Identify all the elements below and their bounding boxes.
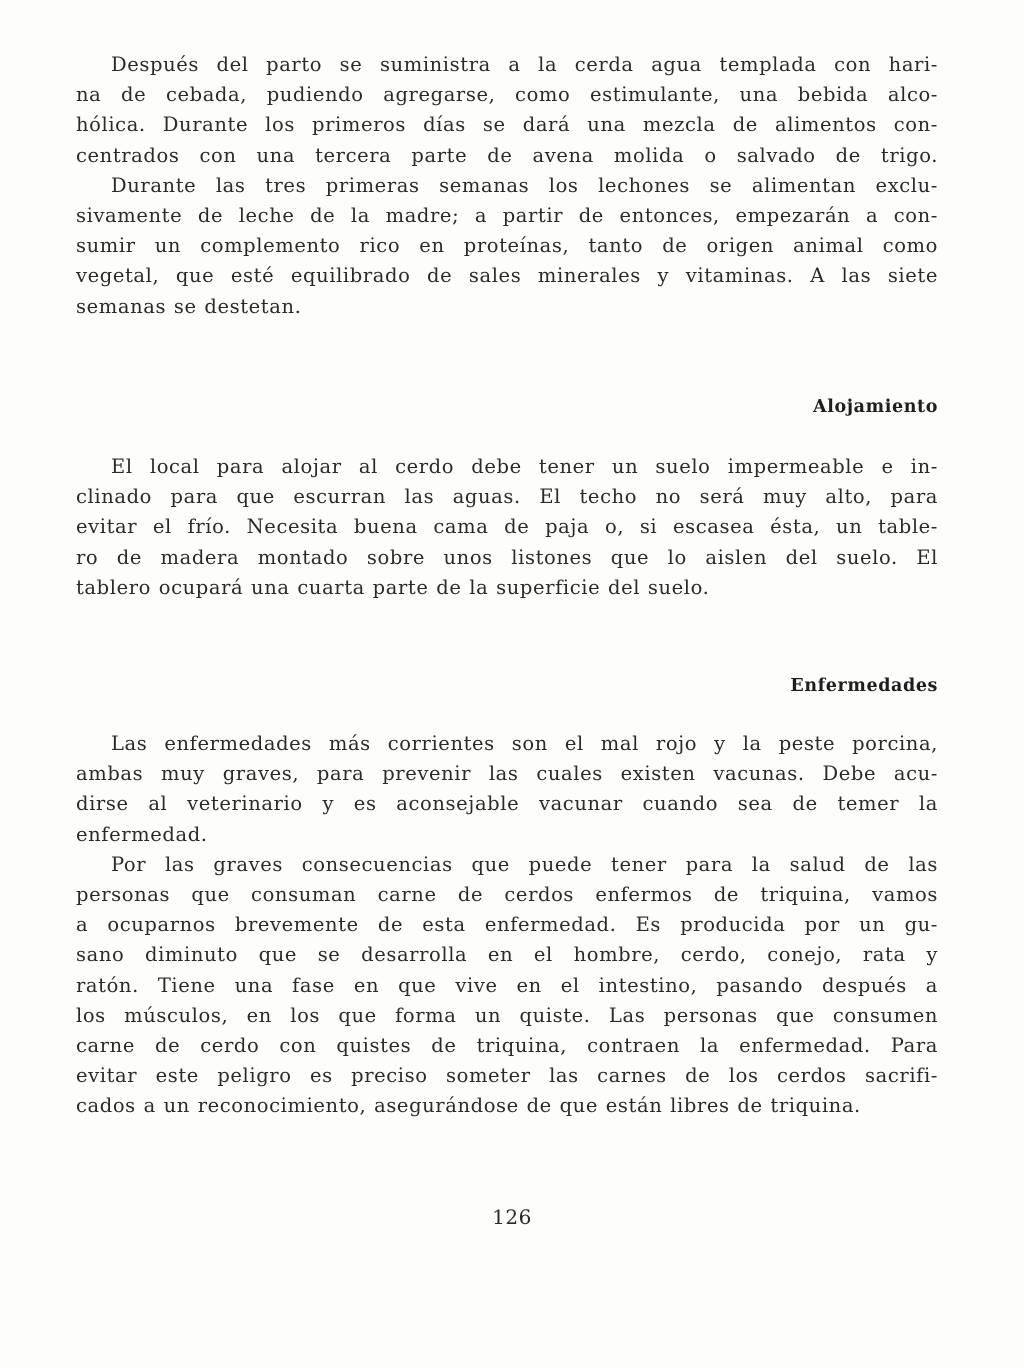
text-line: ratón. Tiene una fase en que vive en el intestino, pasando después a (76, 973, 938, 997)
text-line: El local para alojar al cerdo debe tener un suelo impermeable e in- (111, 455, 938, 478)
text-line: Las enfermedades más corrientes son el mal rojo y la peste porcina, (111, 732, 938, 755)
text-line: vegetal, que esté equilibrado de sales minerales y vitaminas. A las siete (76, 264, 938, 288)
text-line: enfermedad. (76, 822, 208, 846)
text-line: evitar este peligro es preciso someter las carnes de los cerdos sacrifi- (76, 1064, 938, 1088)
text-line: clinado para que escurran las aguas. El techo no será muy alto, para (76, 485, 938, 509)
text-line: ro de madera montado sobre unos listones que lo aislen del suelo. El (76, 545, 938, 569)
section-heading-alojamiento: Alojamiento (813, 397, 938, 417)
text-line: cados a un reconocimiento, asegurándose de que están libres de triquina. (76, 1094, 861, 1118)
section-heading-enfermedades: Enfermedades (790, 676, 938, 696)
text-line: los músculos, en los que forma un quiste. Las personas que consumen (76, 1003, 938, 1027)
text-line: ambas muy graves, para prevenir las cuales existen vacunas. Debe acu- (76, 762, 938, 786)
intro-text (76, 50, 938, 322)
text-line: hólica. Durante los primeros días se dará una mezcla de alimentos con- (76, 113, 938, 137)
text-line: sano diminuto que se desarrolla en el hombre, cerdo, conejo, rata y (76, 943, 938, 967)
text-line: evitar el frío. Necesita buena cama de paja o, si escasea ésta, un table- (76, 515, 938, 539)
text-line: centrados con una tercera parte de avena molida o salvado de trigo. (76, 143, 938, 167)
alojamiento-text (76, 452, 938, 603)
text-line: Por las graves consecuencias que puede tener para la salud de las (111, 852, 938, 876)
enfermedades-text (76, 729, 938, 1122)
text-line: dirse al veterinario y es aconsejable vacunar cuando sea de temer la (76, 792, 938, 816)
text-line: na de cebada, pudiendo agregarse, como estimulante, una bebida alco- (76, 83, 938, 107)
text-line: semanas se destetan. (76, 294, 302, 318)
text-line: sumir un complemento rico en proteínas, tanto de origen animal como (76, 234, 938, 258)
text-line: Después del parto se suministra a la cerda agua templada con hari- (111, 53, 938, 76)
text-line: tablero ocupará una cuarta parte de la superficie del suelo. (76, 575, 710, 599)
text-line: sivamente de leche de la madre; a partir de entonces, empezarán a con- (76, 204, 938, 228)
page-number: 126 (492, 1205, 532, 1229)
text-line: carne de cerdo con quistes de triquina, contraen la enfermedad. Para (76, 1034, 938, 1058)
text-line: personas que consuman carne de cerdos enfermos de triquina, vamos (76, 883, 938, 907)
text-line: a ocuparnos brevemente de esta enfermedad. Es producida por un gu- (76, 913, 938, 937)
text-line: Durante las tres primeras semanas los lechones se alimentan exclu- (111, 173, 938, 197)
